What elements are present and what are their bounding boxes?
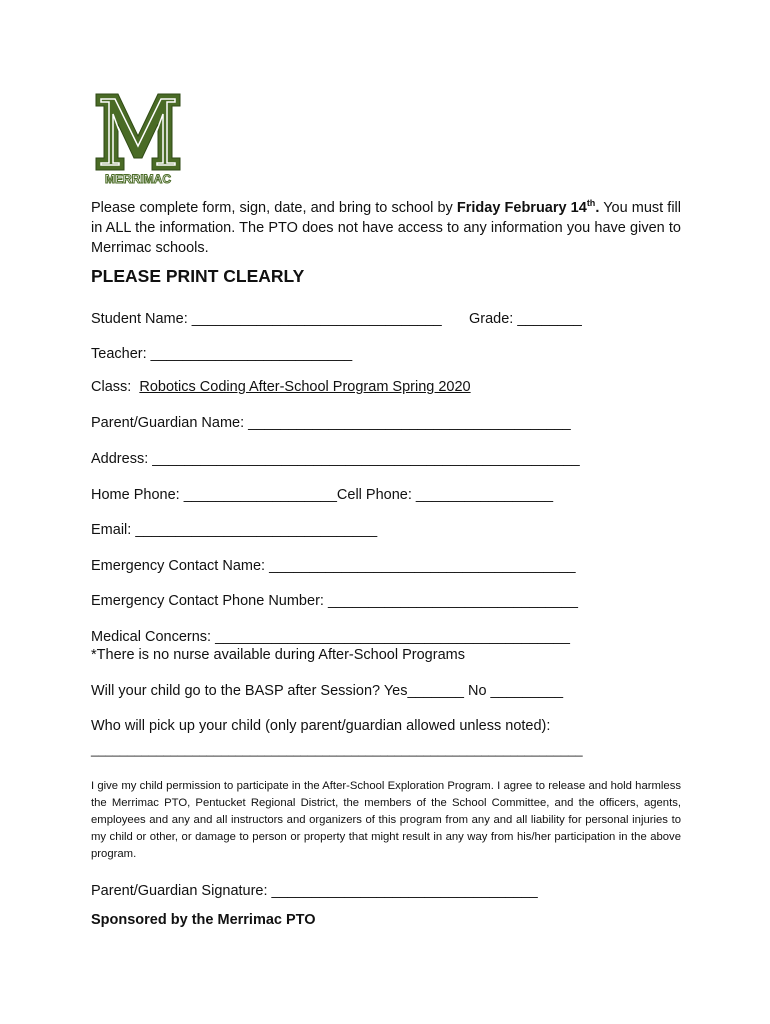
teacher-field[interactable]: Teacher: _________________________	[91, 346, 353, 362]
permission-statement: I give my child permission to participate in the After-School Exploration Program. I agree to release and hold harmless the Merrimac PTO, Pentucket Regional District, the members of the School Committee, and the officers, agents, employees and any and all instructors and organizers of this program from any and all liability for personal injuries to my child or other, or damage to person or property that might result in any way from his/her participation in the above program.	[91, 780, 681, 860]
home-phone-field[interactable]: Home Phone: ___________________	[91, 487, 337, 503]
grade-field[interactable]: Grade: ________	[469, 311, 582, 327]
phone-fields	[91, 485, 553, 505]
parent-name-field[interactable]: Parent/Guardian Name: ________________________________________	[91, 415, 571, 431]
cell-phone-field[interactable]: Cell Phone: _________________	[336, 487, 554, 503]
emergency-contact-phone-field[interactable]: Emergency Contact Phone Number: _______________________________	[91, 593, 578, 609]
sponsor-line: Sponsored by the Merrimac PTO	[91, 912, 316, 928]
class-value: Robotics Coding After-School Program Spring 2020	[139, 379, 471, 395]
m-letter-logo-icon	[94, 92, 182, 172]
page-heading: PLEASE PRINT CLEARLY	[91, 266, 305, 286]
merrimac-logo	[94, 92, 184, 188]
email-field[interactable]: Email: ______________________________	[91, 522, 378, 538]
basp-question-field[interactable]: Will your child go to the BASP after Session? Yes_______ No _________	[91, 683, 564, 699]
pickup-question: Who will pick up your child (only parent/guardian allowed unless noted):	[91, 718, 551, 734]
deadline: Friday February 14th.	[456, 198, 600, 216]
medical-concerns-field[interactable]: Medical Concerns: ____________________________________________	[91, 629, 570, 645]
nurse-note: *There is no nurse available during After-School Programs	[91, 647, 465, 663]
signature-field[interactable]: Parent/Guardian Signature: _________________________________	[91, 883, 538, 899]
address-field[interactable]: Address: _____________________________________________________	[91, 451, 580, 467]
instructions-paragraph: Please complete form, sign, date, and bring to school by Friday February 14th. You must fill in ALL the information. The PTO does not have access to any information you have given to Merrimac schools.	[91, 198, 681, 256]
logo-wordmark: MERRIMAC	[105, 172, 171, 186]
emergency-contact-name-field[interactable]: Emergency Contact Name: ______________________________________	[91, 558, 576, 574]
student-name-field[interactable]: Student Name: _______________________________	[91, 311, 442, 327]
class-label: Class:	[91, 379, 132, 395]
class-field	[91, 377, 471, 397]
pickup-answer-line[interactable]: ____________________________________________________________________	[91, 742, 583, 757]
